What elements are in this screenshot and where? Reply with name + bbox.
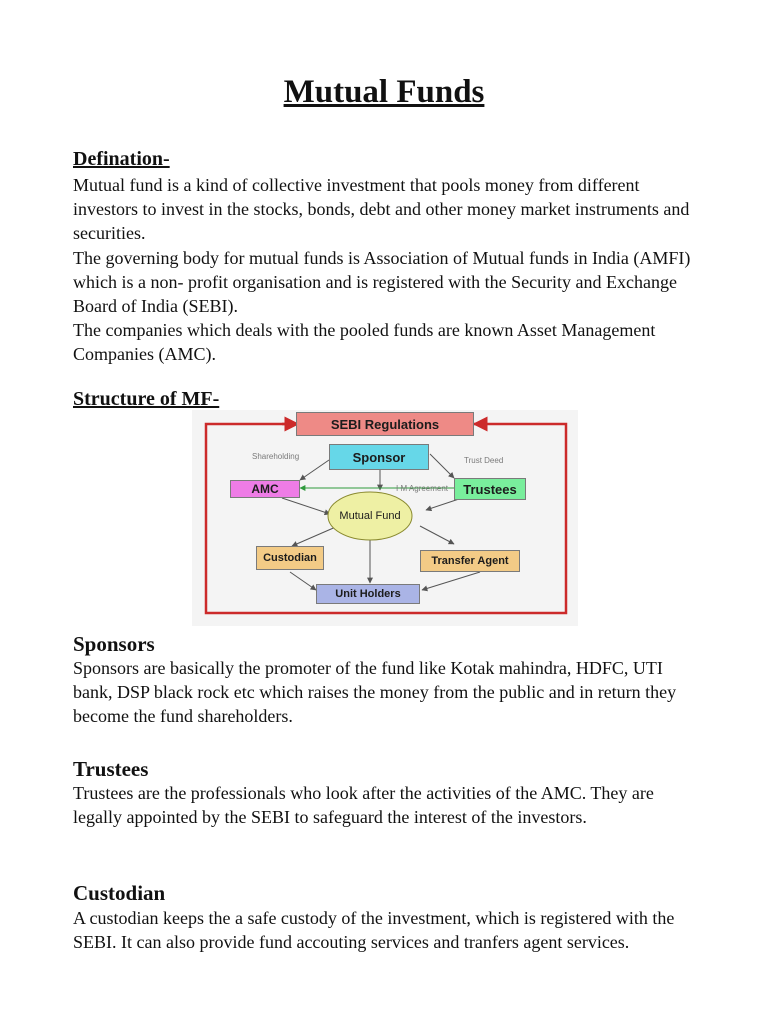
edge-mf-transfer-agent — [420, 526, 454, 544]
custodian-heading: Custodian — [73, 881, 166, 905]
edge-label-shareholding: Shareholding — [252, 452, 300, 461]
node-sponsor: Sponsor — [329, 444, 429, 470]
edge-amc-mf — [282, 498, 330, 514]
definition-heading: Defination- — [73, 148, 170, 170]
edge-sponsor-amc — [300, 460, 329, 480]
node-mutual-fund: Mutual Fund — [339, 510, 401, 522]
trustees-paragraph: Trustees are the professionals who look after the activities of the AMC. They are legally appointed by the SEBI to safeguard the interest of the investors. — [73, 783, 654, 828]
mf-structure-diagram — [192, 410, 578, 626]
trustees-heading: Trustees — [73, 757, 149, 781]
structure-heading: Structure of MF- — [73, 388, 220, 410]
node-unit-holders: Unit Holders — [316, 584, 420, 604]
edge-label-trust-deed: Trust Deed — [464, 456, 504, 465]
sponsors-paragraph: Sponsors are basically the promoter of the fund like Kotak mahindra, HDFC, UTI bank, DSP black rock etc which raises the money from the public and in return they become the fund shareholders. — [73, 658, 677, 727]
edge-transfer-agent-unit-holders — [422, 572, 480, 590]
edge-mf-custodian — [292, 526, 338, 546]
node-transfer-agent: Transfer Agent — [420, 550, 520, 572]
edge-label-im-agreement: I M Agreement — [396, 484, 449, 493]
node-custodian: Custodian — [256, 546, 324, 570]
definition-paragraph: Mutual fund is a kind of collective investment that pools money from different investors to invest in the stocks, bonds, debt and other money market instruments and securities. The governing body for mutual funds is Association of Mutual funds in India (AMFI) which is a non- profit organisation and is registered with the Security and Exchange Board of India (SEBI). The companies which deals with the pooled funds are known Asset Management Companies (AMC). — [73, 175, 691, 365]
node-sebi-regulations: SEBI Regulations — [296, 412, 474, 436]
edge-sponsor-trustees — [430, 454, 454, 478]
node-amc: AMC — [230, 480, 300, 498]
edge-custodian-unit-holders — [290, 572, 316, 590]
page-title: Mutual Funds — [283, 74, 485, 110]
sponsors-heading: Sponsors — [73, 632, 155, 656]
custodian-paragraph: A custodian keeps the a safe custody of the investment, which is registered with the SEBI. It can also provide fund accouting services and tranfers agent services. — [73, 908, 675, 953]
node-trustees: Trustees — [454, 478, 526, 500]
